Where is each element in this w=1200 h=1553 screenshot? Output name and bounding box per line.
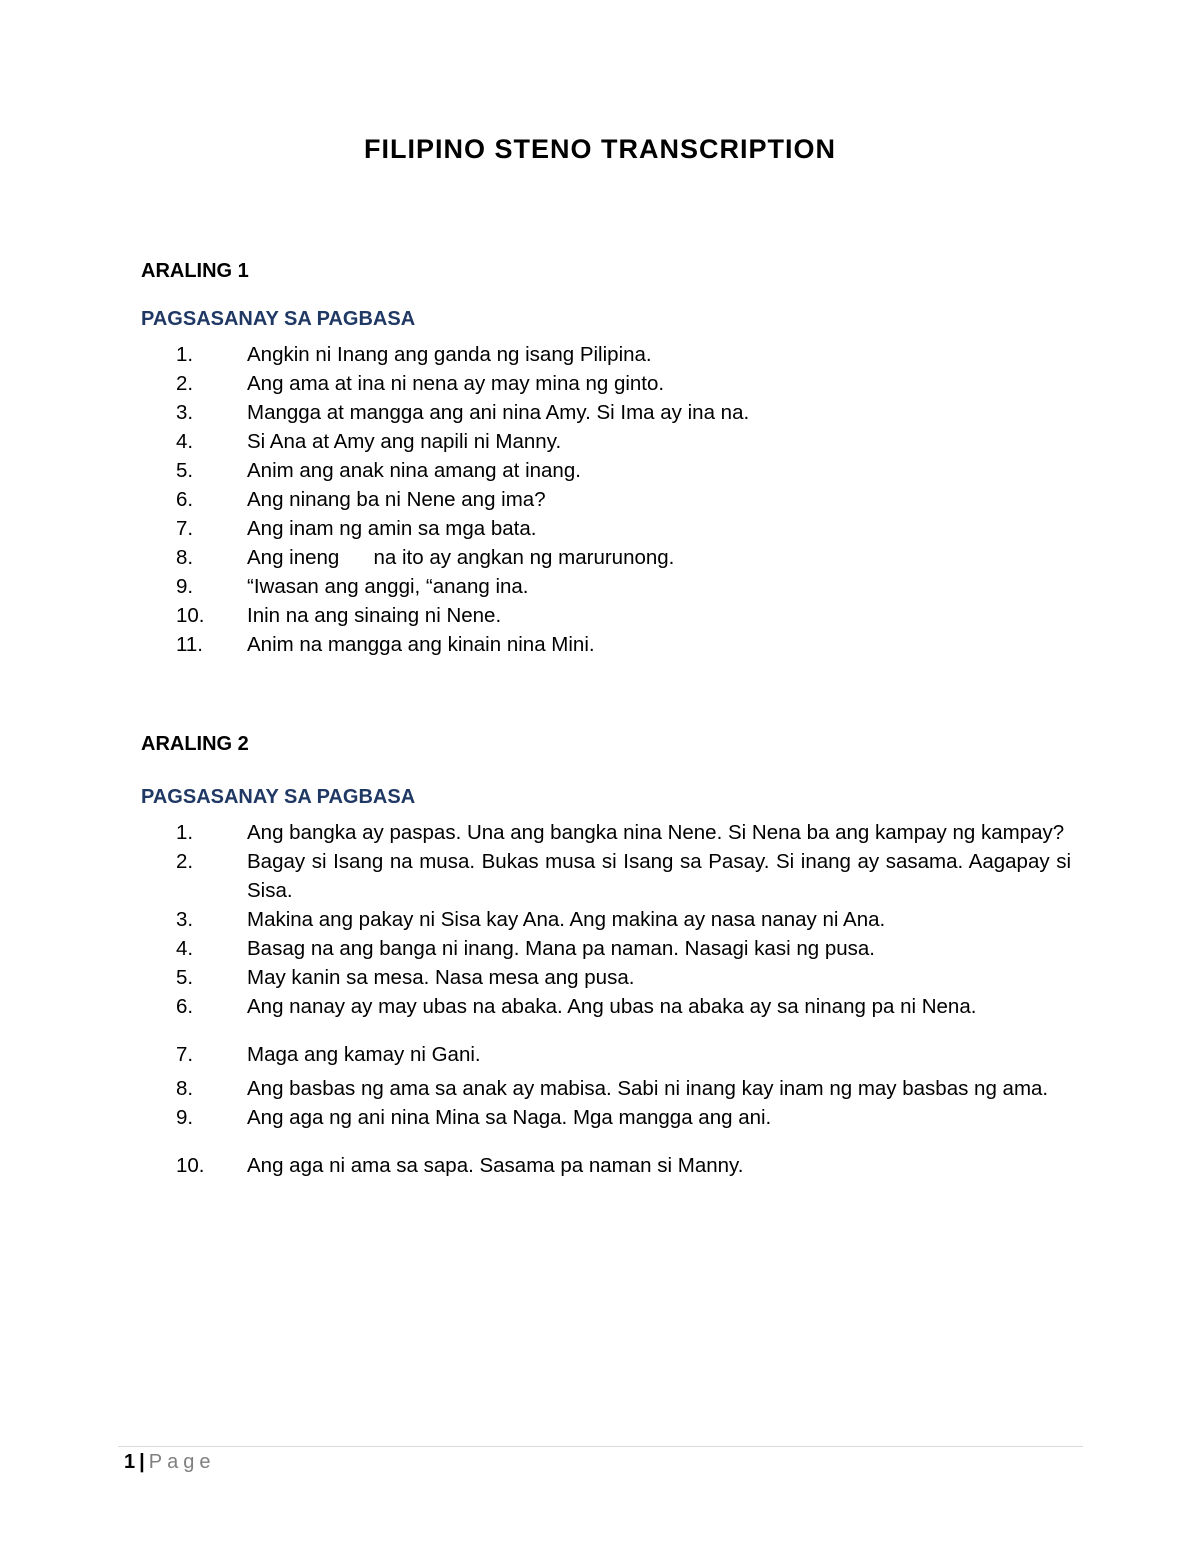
item-number: 1. — [176, 821, 194, 844]
item-number: 9. — [176, 1106, 194, 1129]
item-text: Ang aga ni ama sa sapa. Sasama pa naman si Manny. — [247, 1154, 744, 1177]
item-text: Si Ana at Amy ang napili ni Manny. — [247, 430, 562, 453]
page-label: Page — [148, 1451, 216, 1473]
item-number: 10. — [176, 1154, 205, 1177]
item-number: 7. — [176, 1043, 194, 1066]
item-text: Ang ninang ba ni Nene ang ima? — [247, 488, 546, 511]
item-number: 8. — [176, 546, 194, 569]
item-text: Ang ama at ina ni nena ay may mina ng ginto. — [247, 372, 665, 395]
lesson-1-heading: ARALING 1 — [141, 260, 249, 282]
item-text: Ang bangka ay paspas. Una ang bangka nina Nene. Si Nena ba ang kampay ng kampay? — [247, 821, 1065, 844]
list-item — [141, 485, 1071, 514]
list-item — [141, 1040, 1071, 1069]
list-item — [141, 601, 1071, 630]
item-number: 2. — [176, 372, 194, 395]
list-item — [141, 398, 1071, 427]
lesson-2-list — [141, 818, 1071, 1180]
item-number: 4. — [176, 937, 194, 960]
item-text: Mangga at mangga ang ani nina Amy. Si Ima ay ina na. — [247, 401, 750, 424]
item-text: Ang basbas ng ama sa anak ay mabisa. Sabi ni inang kay inam ng may basbas ng ama. — [247, 1077, 1049, 1100]
item-text: May kanin sa mesa. Nasa mesa ang pusa. — [247, 966, 635, 989]
list-item — [141, 963, 1071, 992]
item-number: 8. — [176, 1077, 194, 1100]
lesson-1-list — [141, 340, 1071, 659]
item-number: 6. — [176, 488, 194, 511]
item-number: 5. — [176, 966, 194, 989]
list-item — [141, 992, 1071, 1021]
list-item — [141, 340, 1071, 369]
item-number: 3. — [176, 908, 194, 931]
item-number: 9. — [176, 575, 194, 598]
list-item — [141, 572, 1071, 601]
list-item — [141, 934, 1071, 963]
item-text: Maga ang kamay ni Gani. — [247, 1043, 481, 1066]
item-text: Ang aga ng ani nina Mina sa Naga. Mga mangga ang ani. — [247, 1106, 772, 1129]
item-number: 10. — [176, 604, 205, 627]
list-item — [141, 818, 1071, 847]
list-item — [141, 1151, 1071, 1180]
item-number: 11. — [176, 633, 203, 656]
list-item — [141, 1103, 1071, 1132]
item-text: Angkin ni Inang ang ganda ng isang Pilipina. — [247, 343, 652, 366]
list-item — [141, 543, 1071, 572]
lesson-1-section-heading: PAGSASANAY SA PAGBASA — [141, 308, 416, 330]
document-title: FILIPINO STENO TRANSCRIPTION — [363, 134, 836, 164]
item-text: “Iwasan ang anggi, “anang ina. — [247, 575, 529, 598]
page-number: 1 — [124, 1451, 136, 1473]
page-footer — [124, 1451, 215, 1474]
item-text: Basag na ang banga ni inang. Mana pa naman. Nasagi kasi ng pusa. — [247, 937, 875, 960]
item-text: Anim na mangga ang kinain nina Mini. — [247, 633, 595, 656]
list-item — [141, 1074, 1071, 1103]
page-separator: | — [139, 1451, 145, 1473]
item-number: 3. — [176, 401, 194, 424]
footer-divider — [118, 1446, 1083, 1447]
list-item — [141, 630, 1071, 659]
list-item — [141, 514, 1071, 543]
lesson-2-section-heading: PAGSASANAY SA PAGBASA — [141, 786, 416, 808]
list-item — [141, 905, 1071, 934]
list-item — [141, 427, 1071, 456]
item-text: Ang nanay ay may ubas na abaka. Ang ubas na abaka ay sa ninang pa ni Nena. — [247, 995, 977, 1018]
item-number: 1. — [176, 343, 194, 366]
list-item — [141, 847, 1071, 905]
item-text: Ang ineng na ito ay angkan ng marurunong. — [247, 546, 675, 569]
item-number: 2. — [176, 850, 194, 873]
list-item — [141, 369, 1071, 398]
item-text: Bagay si Isang na musa. Bukas musa si Isang sa Pasay. Si inang ay sasama. Aagapay si Sisa. — [247, 850, 1071, 902]
item-text: Anim ang anak nina amang at inang. — [247, 459, 581, 482]
item-text: Makina ang pakay ni Sisa kay Ana. Ang makina ay nasa nanay ni Ana. — [247, 908, 886, 931]
item-number: 5. — [176, 459, 194, 482]
item-text: Inin na ang sinaing ni Nene. — [247, 604, 502, 627]
lesson-2-heading: ARALING 2 — [141, 733, 249, 755]
item-number: 4. — [176, 430, 194, 453]
item-number: 7. — [176, 517, 194, 540]
item-text: Ang inam ng amin sa mga bata. — [247, 517, 537, 540]
list-item — [141, 456, 1071, 485]
item-number: 6. — [176, 995, 194, 1018]
